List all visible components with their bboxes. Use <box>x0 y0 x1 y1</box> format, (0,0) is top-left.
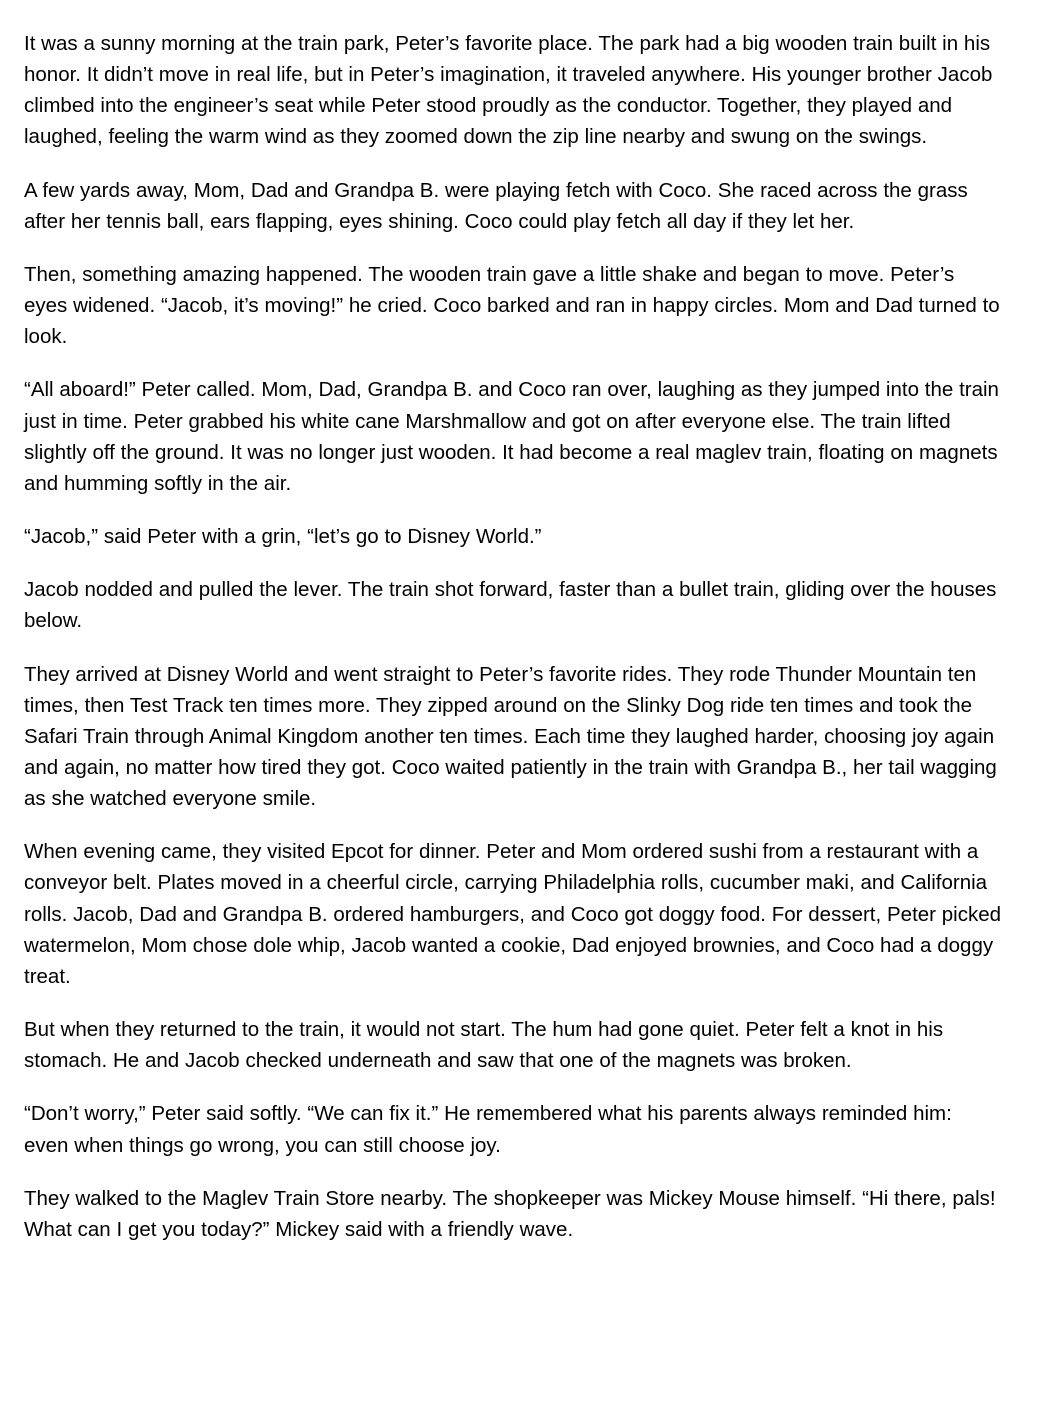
paragraph: “Jacob,” said Peter with a grin, “let’s go to Disney World.” <box>24 525 542 549</box>
paragraph: When evening came, they visited Epcot for dinner. Peter and Mom ordered sushi from a restaurant with a conveyor belt. Plates moved in a cheerful circle, carrying Philadelphia rolls, cucumber maki, and California rolls. Jacob, Dad and Grandpa B. ordered hamburgers, and Coco got doggy food. For dessert, Peter picked watermelon, Mom chose dole whip, Jacob wanted a cookie, Dad enjoyed brownies, and Coco had a doggy treat. <box>24 840 1002 988</box>
paragraph: Then, something amazing happened. The wooden train gave a little shake and began to move. Peter’s eyes widened. “Jacob, it’s moving!” he cried. Coco barked and ran in happy circles. Mom and Dad turned to look. <box>24 262 1000 349</box>
paragraph: A few yards away, Mom, Dad and Grandpa B. were playing fetch with Coco. She raced across the grass after her tennis ball, ears flapping, eyes shining. Coco could play fetch all day if they let her. <box>24 178 968 233</box>
paragraph: Jacob nodded and pulled the lever. The train shot forward, faster than a bullet train, gliding over the houses below. <box>24 578 997 633</box>
paragraph: “Don’t worry,” Peter said softly. “We can fix it.” He remembered what his parents always reminded him: even when things go wrong, you can still choose joy. <box>24 1102 952 1157</box>
paragraph: They walked to the Maglev Train Store nearby. The shopkeeper was Mickey Mouse himself. “Hi there, pals! What can I get you today?” Mickey said with a friendly wave. <box>24 1186 996 1241</box>
paragraph: But when they returned to the train, it would not start. The hum had gone quiet. Peter felt a knot in his stomach. He and Jacob checked underneath and saw that one of the magnets was broken. <box>24 1018 944 1073</box>
paragraph: They arrived at Disney World and went straight to Peter’s favorite rides. They rode Thunder Mountain ten times, then Test Track ten times more. They zipped around on the Slinky Dog ride ten times and took the Safari Train through Animal Kingdom another ten times. Each time they laughed harder, choosing joy again and again, no matter how tired they got. Coco waited patiently in the train with Grandpa B., her tail wagging as she watched everyone smile. <box>24 662 997 811</box>
document-body <box>24 28 1002 1245</box>
paragraph: “All aboard!” Peter called. Mom, Dad, Grandpa B. and Coco ran over, laughing as they jumped into the train just in time. Peter grabbed his white cane Marshmallow and got on after everyone else. The train lifted slightly off the ground. It was no longer just wooden. It had become a real maglev train, floating on magnets and humming softly in the air. <box>24 378 999 495</box>
paragraph: It was a sunny morning at the train park, Peter’s favorite place. The park had a big wooden train built in his honor. It didn’t move in real life, but in Peter’s imagination, it traveled anywhere. His younger brother Jacob climbed into the engineer’s seat while Peter stood proudly as the conductor. Together, they played and laughed, feeling the warm wind as they zoomed down the zip line nearby and swung on the swings. <box>24 32 993 149</box>
